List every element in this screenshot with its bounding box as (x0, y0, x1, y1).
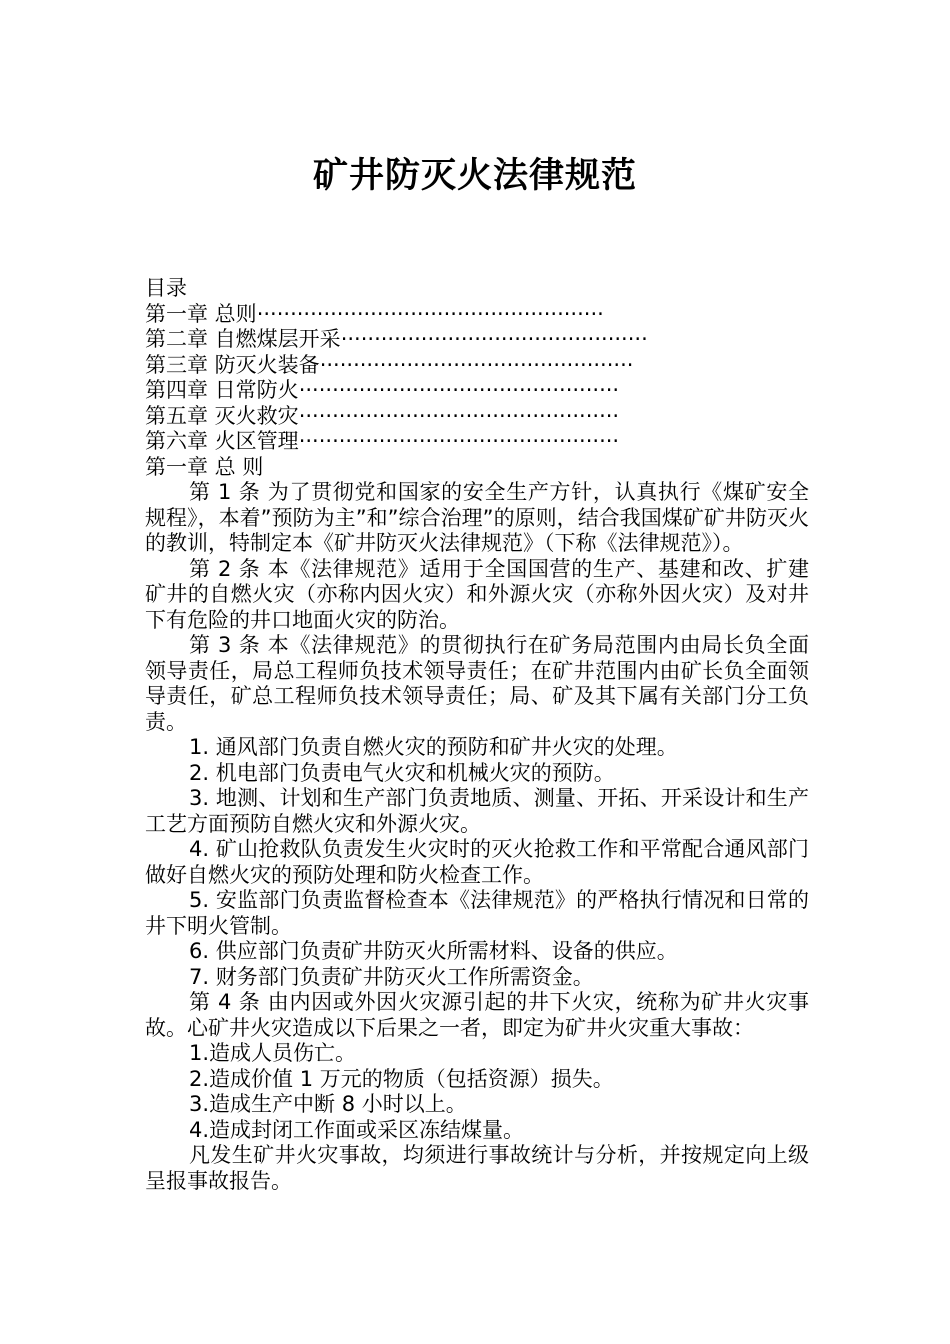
toc-item[interactable] (145, 404, 809, 430)
toc-leader-dots: ···················································· (256, 301, 604, 326)
chapter-heading: 第一章 总 则 (145, 454, 264, 479)
toc-leader-dots: ·············································· (340, 327, 648, 351)
toc-leader-dots: ················································ (298, 403, 620, 428)
list-item: 5. 安监部门负责监督检查本《法律规范》的严格执行情况和日常的井下明火管制。 (145, 888, 809, 938)
list-item: 2.造成价值 1 万元的物质（包括资源）损失。 (189, 1066, 614, 1091)
list-item: 3.造成生产中断 8 小时以上。 (189, 1092, 467, 1116)
list-item: 4. 矿山抢救队负责发生火灾时的灭火抢救工作和平常配合通风部门做好自燃火灾的预防处理和防火检查工作。 (145, 837, 809, 887)
toc-heading: 目录 (145, 276, 187, 300)
list-item: 3. 地测、计划和生产部门负责地质、测量、开拓、开采设计和生产工艺方面预防自燃火灾和外源火灾。 (145, 786, 809, 836)
toc-item-label: 第四章 日常防火 (145, 378, 299, 402)
toc-leader-dots: ··············································· (319, 352, 634, 377)
list-item: 1. 通风部门负责自燃火灾的预防和矿井火灾的处理。 (189, 735, 678, 759)
document-body (145, 276, 809, 1194)
list-item: 1.造成人员伤亡。 (189, 1041, 357, 1065)
article-paragraph: 凡发生矿井火灾事故，均须进行事故统计与分析，并按规定向上级呈报事故报告。 (145, 1143, 809, 1193)
toc-leader-dots: ················································ (298, 429, 620, 453)
toc-item-label: 第五章 灭火救灾 (145, 403, 299, 428)
article-paragraph: 第 1 条 为了贯彻党和国家的安全生产方针，认真执行《煤矿安全规程》，本着”预防为主”和”综合治理”的原则，结合我国煤矿矿井防灭火的教训，特制定本《矿井防灭火法律规范》（下称《法律规范》）。 (145, 480, 809, 555)
toc-item[interactable] (145, 378, 809, 404)
document-title: 矿井防灭火法律规范 (312, 156, 637, 196)
toc-item[interactable] (145, 302, 809, 328)
toc-item-label: 第一章 总则 (145, 301, 257, 326)
article-paragraph: 第 3 条 本《法律规范》的贯彻执行在矿务局范围内由局长负全面领导责任，局总工程师负技术领导责任；在矿井范围内由矿长负全面领导责任，矿总工程师负技术领导责任；局、矿及其下属有关部门分工负责。 (145, 633, 809, 734)
list-item: 7. 财务部门负责矿井防灭火工作所需资金。 (189, 964, 594, 989)
article-paragraph: 第 2 条 本《法律规范》适用于全国国营的生产、基建和改、扩建矿井的自燃火灾（亦称内因火灾）和外源火灾（亦称外因火灾）及对井下有危险的井口地面火灾的防治。 (145, 556, 809, 632)
toc-item[interactable] (145, 429, 809, 455)
toc-item-label: 第二章 自燃煤层开采 (145, 327, 341, 351)
list-item: 4.造成封闭工作面或采区冻结煤量。 (189, 1117, 525, 1142)
article-paragraph: 第 4 条 由内因或外因火灾源引起的井下火灾，统称为矿井火灾事故。心矿井火灾造成以下后果之一者，即定为矿井火灾重大事故： (145, 990, 809, 1040)
toc-leader-dots: ················································ (298, 378, 620, 402)
toc-item-label: 第六章 火区管理 (145, 429, 299, 453)
list-item: 2. 机电部门负责电气火灾和机械火灾的预防。 (189, 760, 615, 785)
list-item: 6. 供应部门负责矿井防灭火所需材料、设备的供应。 (189, 939, 678, 963)
toc-item[interactable] (145, 353, 809, 379)
toc-item[interactable] (145, 327, 809, 353)
toc-item-label: 第三章 防灭火装备 (145, 352, 320, 377)
